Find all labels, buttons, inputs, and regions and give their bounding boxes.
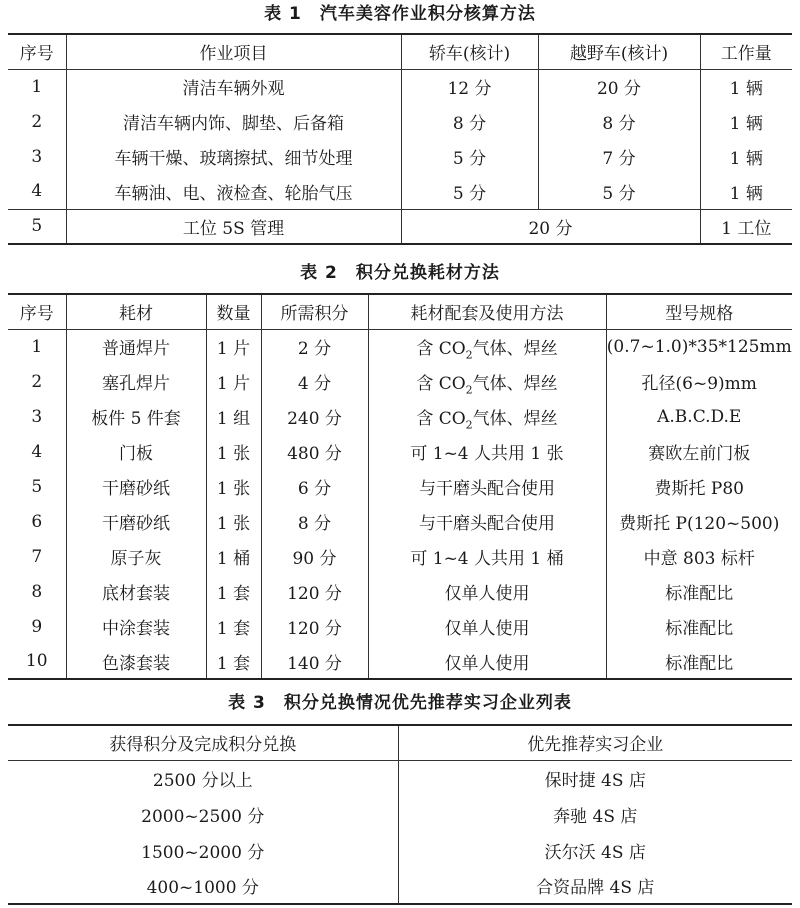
table-cell: 1 张: [206, 469, 261, 504]
table-cell: 仅单人使用: [368, 609, 606, 644]
table-cell: 1 套: [206, 574, 261, 609]
co2-text: 含 CO: [416, 374, 466, 394]
table-cell: [368, 329, 606, 364]
co2-subscript: 2: [465, 418, 473, 432]
table-cell: 10: [8, 644, 66, 679]
table1: [8, 33, 792, 245]
table-cell: 1 辆: [729, 79, 763, 100]
table-cell: 奔驰 4S 店: [553, 806, 638, 827]
table-cell: 仅单人使用: [368, 574, 606, 609]
table-cell: 8 分: [261, 504, 368, 539]
table-cell: 2500 分以上: [8, 760, 398, 796]
table-cell: 4: [8, 434, 66, 469]
table2-header-cell: 耗材: [66, 294, 206, 329]
table2: [8, 293, 792, 680]
table1-header-row: [8, 34, 792, 69]
table-row: [8, 796, 792, 832]
table-row: [8, 329, 792, 364]
table-cell: 2 分: [261, 329, 368, 364]
table-cell: 140 分: [261, 644, 368, 679]
table2-caption: 表 2 积分兑换耗材方法: [300, 263, 500, 283]
table-cell: 7: [8, 539, 66, 574]
table-cell: 1 张: [206, 434, 261, 469]
table-cell: 1 辆: [729, 114, 763, 134]
table2-header-cell: 所需积分: [261, 294, 368, 329]
table-cell: 1 片: [206, 364, 261, 399]
table3-caption: 表 3 积分兑换情况优先推荐实习企业列表: [228, 693, 572, 713]
table-cell: 沃尔沃 4S 店: [544, 842, 646, 863]
table-cell: 120 分: [261, 574, 368, 609]
table-row: [8, 644, 792, 679]
table-row: [8, 504, 792, 539]
table-cell: 标准配比: [665, 619, 734, 639]
table-cell: 1 套: [206, 609, 261, 644]
table1-header-cell: 工作量: [720, 44, 772, 65]
table-cell: 2000~2500 分: [8, 796, 398, 832]
table1-caption: 表 1 汽车美容作业积分核算方法: [264, 4, 536, 24]
table-row: [8, 209, 792, 244]
table-row: [8, 69, 792, 104]
table-cell: 5 分: [401, 174, 538, 209]
table1-header-cell: 轿车(核计): [401, 34, 538, 69]
table-row: [8, 174, 792, 209]
table-cell: 标准配比: [665, 653, 734, 674]
table-cell: 5: [8, 209, 66, 244]
table-cell: 1 张: [206, 504, 261, 539]
table-cell: 工位 5S 管理: [66, 209, 401, 244]
table-cell: 5 分: [538, 174, 700, 209]
table2-header-row: [8, 294, 792, 329]
table-row: [8, 434, 792, 469]
table-row: [8, 469, 792, 504]
table-cell: 与干磨头配合使用: [368, 469, 606, 504]
table1-header-cell: 作业项目: [66, 34, 401, 69]
table-cell: 12 分: [401, 69, 538, 104]
co2-text: 含 CO: [416, 339, 466, 360]
table-cell: 8: [8, 574, 66, 609]
table-cell: 干磨砂纸: [66, 504, 206, 539]
table-cell: 可 1~4 人共用 1 张: [368, 434, 606, 469]
table-cell: 普通焊片: [66, 329, 206, 364]
table-cell: 清洁车辆外观: [66, 69, 401, 104]
table-cell: 可 1~4 人共用 1 桶: [368, 539, 606, 574]
table-cell: 20 分: [538, 69, 700, 104]
table2-header-cell: 数量: [206, 294, 261, 329]
table-cell: 车辆干燥、玻璃擦拭、细节处理: [66, 139, 401, 174]
table-cell: 标准配比: [665, 584, 734, 604]
co2-text: 含 CO: [416, 409, 466, 429]
table-cell: [368, 399, 606, 434]
table-cell: 1 组: [206, 399, 261, 434]
table-row: [8, 574, 792, 609]
table2-header-cell: 耗材配套及使用方法: [368, 294, 606, 329]
table-cell: 1 桶: [206, 539, 261, 574]
table-cell: 400~1000 分: [8, 868, 398, 904]
table-cell: 孔径(6~9)mm: [641, 374, 757, 394]
table3-header-cell: 获得积分及完成积分兑换: [8, 725, 398, 760]
table-cell: 3: [8, 139, 66, 174]
table-cell: 保时捷 4S 店: [544, 770, 646, 791]
table-cell: 费斯托 P80: [654, 479, 744, 499]
table-cell: 90 分: [261, 539, 368, 574]
table1-header-cell: 越野车(核计): [538, 34, 700, 69]
table-cell: 1 套: [206, 644, 261, 679]
table-cell: 1: [8, 329, 66, 364]
table-cell: 合资品牌 4S 店: [536, 878, 655, 898]
table-cell: 5 分: [401, 139, 538, 174]
table-cell: [368, 364, 606, 399]
table-cell: 4 分: [261, 364, 368, 399]
table-cell: A.B.C.D.E: [657, 406, 742, 427]
table-cell: 240 分: [261, 399, 368, 434]
table-cell: 板件 5 件套: [66, 399, 206, 434]
table-cell: 赛欧左前门板: [648, 444, 751, 464]
table-row: [8, 832, 792, 868]
co2-subscript: 2: [465, 348, 473, 362]
table-cell: 1500~2000 分: [8, 832, 398, 868]
table-cell: 3: [8, 399, 66, 434]
table-cell: 6: [8, 504, 66, 539]
table-row: [8, 539, 792, 574]
table-cell: 1 工位: [721, 218, 772, 239]
table-cell: 2: [8, 104, 66, 139]
table-cell: 中意 803 标杆: [643, 549, 755, 569]
table-cell: 色漆套装: [66, 644, 206, 679]
table-cell: 与干磨头配合使用: [368, 504, 606, 539]
table-cell: 120 分: [261, 609, 368, 644]
table-cell: 1: [8, 69, 66, 104]
table-cell: 1 辆: [729, 149, 763, 169]
table3-header-row: [8, 725, 792, 760]
table-cell: 6 分: [261, 469, 368, 504]
table-cell: 2: [8, 364, 66, 399]
table-cell: 7 分: [538, 139, 700, 174]
table2-header-cell: 型号规格: [665, 304, 734, 325]
table-row: [8, 760, 792, 796]
table-row: [8, 364, 792, 399]
table-cell: 仅单人使用: [368, 644, 606, 679]
table-row: [8, 399, 792, 434]
table-cell: 9: [8, 609, 66, 644]
table-row: [8, 139, 792, 174]
co2-text: 气体、焊丝: [472, 339, 558, 360]
table-cell: (0.7~1.0)*35*125mm: [606, 336, 792, 357]
table-cell: 1 片: [206, 329, 261, 364]
co2-text: 气体、焊丝: [472, 409, 558, 429]
table-cell: 5: [8, 469, 66, 504]
table-cell: 20 分: [401, 209, 700, 244]
table-cell: 中涂套装: [66, 609, 206, 644]
co2-subscript: 2: [465, 383, 473, 397]
table-cell: 8 分: [538, 104, 700, 139]
table-cell: 费斯托 P(120~500): [619, 514, 780, 534]
table1-header-cell: 序号: [8, 34, 66, 69]
table3-header-cell: 优先推荐实习企业: [527, 735, 664, 756]
table-cell: 4: [8, 174, 66, 209]
table-cell: 干磨砂纸: [66, 469, 206, 504]
table-cell: 清洁车辆内饰、脚垫、后备箱: [66, 104, 401, 139]
table-cell: 底材套装: [66, 574, 206, 609]
table2-header-cell: 序号: [8, 294, 66, 329]
table-cell: 门板: [66, 434, 206, 469]
table-cell: 塞孔焊片: [66, 364, 206, 399]
table3: [8, 724, 792, 905]
table-cell: 1 辆: [729, 183, 763, 204]
table-row: [8, 104, 792, 139]
table-row: [8, 868, 792, 904]
table-cell: 8 分: [401, 104, 538, 139]
table-row: [8, 609, 792, 644]
co2-text: 气体、焊丝: [472, 374, 558, 394]
table-cell: 原子灰: [66, 539, 206, 574]
table-cell: 车辆油、电、液检查、轮胎气压: [66, 174, 401, 209]
table-cell: 480 分: [261, 434, 368, 469]
